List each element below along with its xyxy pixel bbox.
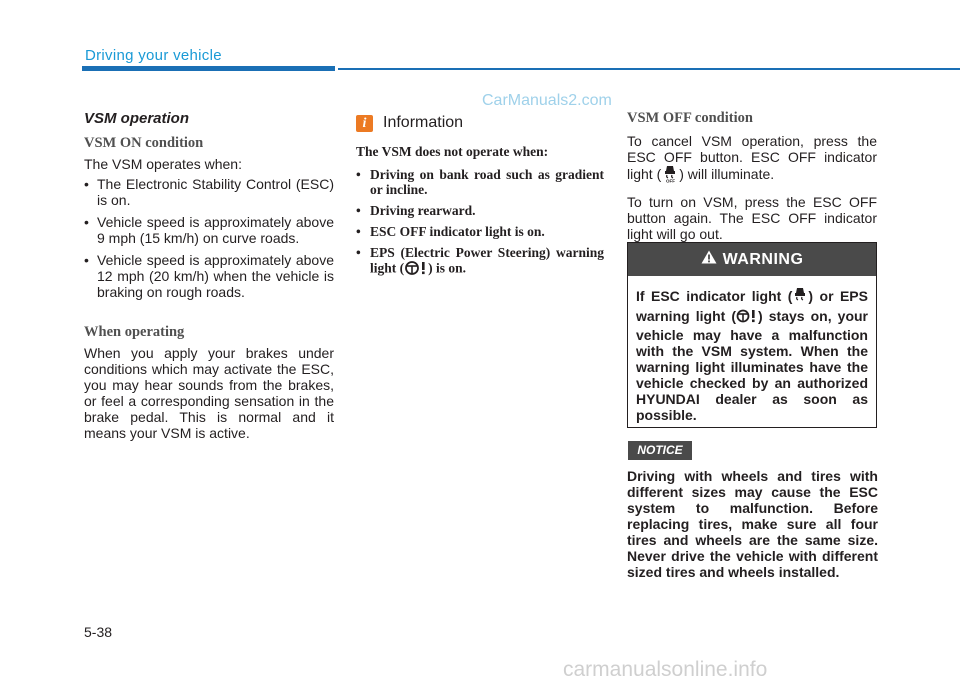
column-vsm-off [627, 110, 877, 242]
notice-badge: NOTICE [628, 441, 692, 460]
warning-text-part: If ESC indicator light ( [636, 288, 793, 305]
vsm-off-paragraph-2: To turn on VSM, press the ESC OFF button again. The ESC OFF indicator light will go out. [627, 194, 877, 242]
watermark-bottom: carmanualsonline.info [563, 658, 768, 681]
eps-steering-icon [736, 308, 758, 327]
vsm-operation-heading: VSM operation [84, 110, 190, 127]
notice-text: Driving with wheels and tires with different sizes may cause the ESC system to malfunction. Before replacing tires, make sure all four tires and wheels are the same size. Never drive the vehicle with different sized tires and wheels installed. [627, 468, 878, 580]
list-item: • Driving on bank road such as gradient or incline. [356, 167, 604, 197]
vsm-off-heading: VSM OFF condition [627, 110, 753, 126]
header-rule-thin [338, 68, 960, 70]
warning-text-part: ) or EPS warning light ( [636, 288, 868, 325]
warning-text-part: ) stays on, your vehicle may have a malfunction with the VSM system. When the warning light illuminates have the vehicle checked by an authorized HYUNDAI dealer as soon as possible. [636, 308, 869, 423]
column-vsm-operation [84, 110, 334, 441]
information-intro: The VSM does not operate when: [356, 144, 549, 159]
vsm-on-intro: The VSM operates when: [84, 156, 242, 172]
vsm-off-text-before: To cancel VSM operation, press the ESC OFF button. ESC OFF indicator light ( [627, 133, 877, 183]
vsm-off-paragraph-1 [627, 133, 877, 186]
section-title: Driving your vehicle [85, 47, 222, 64]
list-item: • ESC OFF indicator light is on. [356, 224, 604, 239]
warning-title: WARNING [722, 250, 804, 268]
info-icon: i [356, 115, 373, 132]
svg-text:OFF: OFF [666, 178, 676, 183]
information-title-row [356, 114, 604, 132]
vsm-off-text-after: ) will illuminate. [679, 166, 775, 183]
eps-text-before: EPS (Electric Power Steering) warning light ( [370, 245, 604, 276]
warning-box [627, 242, 877, 428]
column-information [356, 110, 604, 285]
warning-band [628, 243, 876, 276]
when-operating-heading: When operating [84, 324, 185, 340]
esc-car-icon [792, 287, 808, 308]
list-item [356, 245, 604, 279]
warning-text [628, 276, 876, 423]
eps-text-after: ) is on. [428, 260, 467, 276]
list-item: • Vehicle speed is approximately above 9 mph (15 km/h) on curve roads. [84, 214, 334, 246]
information-list [356, 167, 604, 279]
list-item: • Vehicle speed is approximately above 12 mph (20 km/h) when the vehicle is braking on rough roads. [84, 252, 334, 300]
warning-triangle-icon [701, 250, 717, 269]
eps-steering-icon [404, 260, 428, 279]
when-operating-text: When you apply your brakes under conditions which may activate the ESC, you may hear sounds from the brakes, or feel a corresponding sensation in the brake pedal. This is normal and it means your VSM is active. [84, 345, 334, 441]
vsm-on-heading: VSM ON condition [84, 135, 204, 151]
list-item: • The Electronic Stability Control (ESC) is on. [84, 176, 334, 208]
list-item: • Driving rearward. [356, 203, 604, 218]
esc-off-car-icon [661, 165, 679, 186]
page-number: 5-38 [84, 624, 113, 640]
header-rule-thick [82, 66, 335, 71]
information-title: Information [383, 114, 464, 131]
watermark-top: CarManuals2.com [482, 92, 612, 109]
vsm-on-list [84, 176, 334, 300]
